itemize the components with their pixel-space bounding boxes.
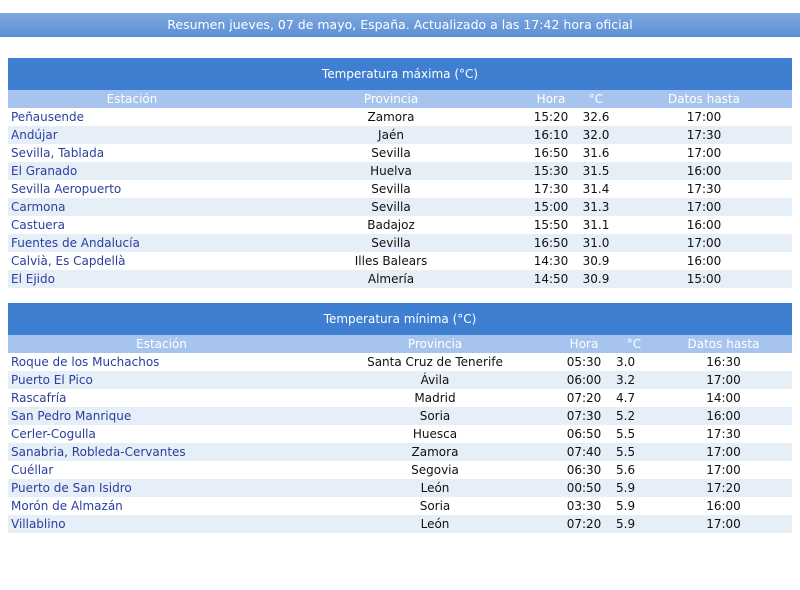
station-link[interactable]: Castuera	[11, 218, 65, 232]
column-header-province[interactable]: Provincia	[407, 337, 463, 351]
table-header-row	[8, 90, 792, 108]
station-link[interactable]: El Granado	[11, 164, 78, 178]
data-until-cell: 17:30	[706, 427, 741, 441]
station-link[interactable]: Sanabria, Robleda-Cervantes	[11, 445, 186, 459]
province-cell: Huesca	[412, 427, 458, 441]
time-cell: 06:00	[566, 373, 602, 387]
time-cell: 15:00	[533, 200, 569, 214]
temperature-cell: 31.6	[582, 146, 610, 160]
temperature-cell: 31.0	[582, 236, 610, 250]
time-cell: 15:30	[533, 164, 569, 178]
table-row	[8, 389, 792, 407]
temperature-cell: 3.0	[616, 355, 636, 369]
column-header-temp[interactable]: °C	[626, 337, 642, 351]
province-cell: Soria	[419, 409, 451, 423]
table-row	[8, 353, 792, 371]
province-cell: Santa Cruz de Tenerife	[367, 355, 503, 369]
data-until-cell: 16:00	[706, 499, 741, 513]
table-row	[8, 425, 792, 443]
table-row	[8, 443, 792, 461]
time-cell: 17:30	[533, 182, 569, 196]
data-until-cell: 17:00	[686, 110, 722, 124]
station-link[interactable]: Andújar	[11, 128, 58, 142]
time-cell: 15:50	[533, 218, 569, 232]
temperature-cell: 30.9	[582, 272, 610, 286]
province-cell: Badajoz	[367, 218, 415, 232]
time-cell: 16:50	[533, 146, 569, 160]
temperature-cell: 31.1	[582, 218, 610, 232]
temperature-cell: 32.6	[582, 110, 610, 124]
time-cell: 05:30	[566, 355, 602, 369]
temperature-cell: 5.6	[616, 463, 636, 477]
time-cell: 00:50	[566, 481, 602, 495]
table-row	[8, 234, 792, 252]
column-header-province[interactable]: Provincia	[363, 92, 419, 106]
temperature-cell: 3.2	[616, 373, 636, 387]
station-link[interactable]: Sevilla Aeropuerto	[11, 182, 122, 196]
min-temperature-title: Temperatura mínima (°C)	[8, 303, 792, 335]
table-row	[8, 407, 792, 425]
table-row	[8, 461, 792, 479]
station-link[interactable]: El Ejido	[11, 272, 55, 286]
province-cell: Jaén	[378, 128, 404, 142]
data-until-cell: 17:20	[706, 481, 741, 495]
data-until-cell: 16:00	[686, 218, 722, 232]
province-cell: Illes Balears	[354, 254, 428, 268]
column-header-until[interactable]: Datos hasta	[668, 92, 740, 106]
time-cell: 06:50	[566, 427, 602, 441]
temperature-cell: 30.9	[582, 254, 610, 268]
table-row	[8, 198, 792, 216]
province-cell: Ávila	[420, 373, 450, 387]
table-row	[8, 371, 792, 389]
station-link[interactable]: Puerto El Pico	[11, 373, 93, 387]
data-until-cell: 16:30	[706, 355, 741, 369]
province-cell: Soria	[419, 499, 451, 513]
station-link[interactable]: Rascafría	[11, 391, 67, 405]
column-header-station[interactable]: Estación	[136, 337, 187, 351]
column-header-time[interactable]: Hora	[536, 92, 566, 106]
column-header-time[interactable]: Hora	[569, 337, 599, 351]
data-until-cell: 16:00	[706, 409, 741, 423]
temperature-cell: 31.3	[582, 200, 610, 214]
temperature-cell: 4.7	[616, 391, 636, 405]
station-link[interactable]: Cerler-Cogulla	[11, 427, 96, 441]
data-until-cell: 17:00	[686, 200, 722, 214]
station-link[interactable]: Roque de los Muchachos	[11, 355, 160, 369]
temperature-cell: 5.2	[616, 409, 636, 423]
data-until-cell: 16:00	[686, 164, 722, 178]
time-cell: 06:30	[566, 463, 602, 477]
summary-text: Resumen jueves, 07 de mayo, España. Actualizado a las 17:42 hora oficial	[167, 17, 633, 32]
data-until-cell: 17:00	[706, 445, 741, 459]
table-row	[8, 270, 792, 288]
table-row	[8, 479, 792, 497]
table-row	[8, 108, 792, 126]
station-link[interactable]: Puerto de San Isidro	[11, 481, 132, 495]
station-link[interactable]: San Pedro Manrique	[11, 409, 132, 423]
column-header-temp[interactable]: °C	[588, 92, 604, 106]
station-link[interactable]: Calvià, Es Capdellà	[11, 254, 126, 268]
station-link[interactable]: Morón de Almazán	[11, 499, 123, 513]
data-until-cell: 15:00	[686, 272, 722, 286]
table-row	[8, 144, 792, 162]
max-temperature-title: Temperatura máxima (°C)	[8, 58, 792, 90]
column-header-station[interactable]: Estación	[106, 92, 158, 106]
province-cell: Madrid	[414, 391, 456, 405]
station-link[interactable]: Cuéllar	[11, 463, 54, 477]
time-cell: 16:10	[533, 128, 569, 142]
table-row	[8, 252, 792, 270]
time-cell: 14:50	[533, 272, 569, 286]
column-header-until[interactable]: Datos hasta	[687, 337, 760, 351]
temperature-cell: 32.0	[582, 128, 610, 142]
table-row	[8, 180, 792, 198]
province-cell: Sevilla	[371, 200, 411, 214]
province-cell: Zamora	[367, 110, 415, 124]
time-cell: 07:40	[566, 445, 602, 459]
time-cell: 03:30	[566, 499, 602, 513]
time-cell: 15:20	[533, 110, 569, 124]
station-link[interactable]: Sevilla, Tablada	[11, 146, 105, 160]
station-link[interactable]: Carmona	[11, 200, 66, 214]
data-until-cell: 17:30	[686, 128, 722, 142]
temperature-cell: 5.9	[616, 499, 636, 513]
data-until-cell: 17:00	[706, 373, 741, 387]
table-row	[8, 216, 792, 234]
data-until-cell: 17:30	[686, 182, 722, 196]
temperature-cell: 5.9	[616, 481, 636, 495]
summary-bar	[0, 13, 800, 37]
province-cell: Sevilla	[371, 182, 411, 196]
time-cell: 07:20	[566, 391, 602, 405]
table-row	[8, 162, 792, 180]
time-cell: 07:20	[566, 517, 602, 531]
max-temperature-table	[8, 90, 792, 288]
province-cell: León	[420, 517, 450, 531]
data-until-cell: 17:00	[706, 463, 741, 477]
temperature-cell: 31.4	[582, 182, 610, 196]
table-row	[8, 515, 792, 533]
province-cell: Zamora	[411, 445, 459, 459]
table-row	[8, 497, 792, 515]
station-link[interactable]: Peñausende	[11, 110, 84, 124]
data-until-cell: 16:00	[686, 254, 722, 268]
table-header-row	[8, 335, 792, 353]
station-link[interactable]: Villablino	[11, 517, 66, 531]
temperature-cell: 5.5	[616, 427, 636, 441]
province-cell: Sevilla	[371, 236, 411, 250]
temperature-cell: 31.5	[582, 164, 610, 178]
station-link[interactable]: Fuentes de Andalucía	[11, 236, 140, 250]
time-cell: 16:50	[533, 236, 569, 250]
time-cell: 07:30	[566, 409, 602, 423]
data-until-cell: 17:00	[686, 146, 722, 160]
data-until-cell: 14:00	[706, 391, 741, 405]
data-until-cell: 17:00	[706, 517, 741, 531]
table-row	[8, 126, 792, 144]
province-cell: León	[420, 481, 450, 495]
temperature-cell: 5.9	[616, 517, 636, 531]
province-cell: Sevilla	[371, 146, 411, 160]
temperature-cell: 5.5	[616, 445, 636, 459]
data-until-cell: 17:00	[686, 236, 722, 250]
min-temperature-table	[8, 335, 792, 533]
min-temperature-section	[8, 303, 792, 533]
province-cell: Almería	[367, 272, 415, 286]
max-temperature-section	[8, 58, 792, 288]
time-cell: 14:30	[533, 254, 569, 268]
province-cell: Huelva	[370, 164, 412, 178]
province-cell: Segovia	[411, 463, 459, 477]
